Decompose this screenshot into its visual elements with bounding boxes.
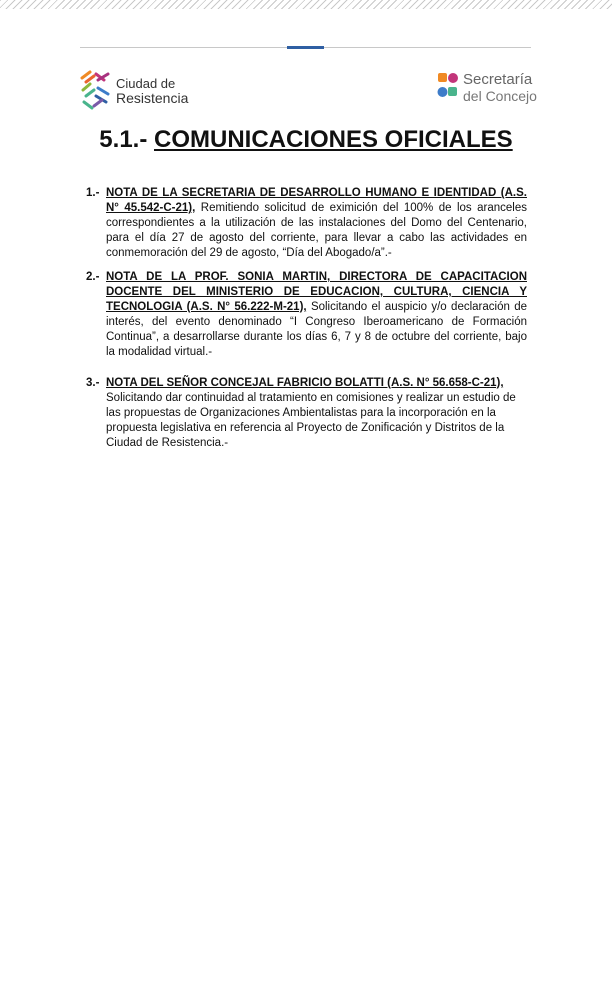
- resistencia-emblem-icon: [80, 70, 112, 112]
- logo-left-line1: Ciudad de: [116, 76, 176, 91]
- list-item: [86, 186, 527, 261]
- logo-left-line2: Resistencia: [116, 90, 189, 106]
- item-number: 1.-: [86, 187, 100, 199]
- list-item: [86, 270, 527, 360]
- secretaria-emblem-icon: [437, 72, 459, 104]
- secretaria-del-concejo-logo: [437, 72, 537, 112]
- item-reference: NOTA DEL SEÑOR CONCEJAL FABRICIO BOLATTI (A.S. N° 56.658-C-21),: [106, 377, 504, 389]
- logo-right-line1: Secretaría: [463, 71, 533, 88]
- ciudad-de-resistencia-logo: [80, 70, 200, 114]
- list-item: [86, 376, 522, 451]
- item-number: 2.-: [86, 271, 100, 283]
- top-hatch-border: [0, 0, 612, 9]
- section-number: 5.1.-: [99, 126, 148, 153]
- item-reference: NOTA DE LA PROF. SONIA MARTIN, DIRECTORA DE CAPACITACION DOCENTE DEL MINISTERIO DE EDUCACION, CULTURA, CIENCIA Y TECNOLOGIA (A.S. N° 56.222-M-21),: [106, 271, 527, 313]
- item-text: Remitiendo solicitud de eximición del 100% de los aranceles correspondientes a la utilización de las instalaciones del Domo del Centenario, para el día 27 de agosto del corriente, para llevar a cabo las actividades en conmemoración del 29 de agosto, “Día del Abogado/a”.-: [106, 202, 527, 259]
- item-reference: NOTA DE LA SECRETARIA DE DESARROLLO HUMANO E IDENTIDAD (A.S. N° 45.542-C-21),: [106, 187, 527, 214]
- item-number: 3.-: [86, 377, 100, 389]
- section-heading: [0, 126, 612, 154]
- logo-right-line2: del Concejo: [463, 88, 537, 104]
- header-rule-accent: [287, 46, 324, 49]
- item-text: Solicitando dar continuidad al tratamiento en comisiones y realizar un estudio de las propuestas de Organizaciones Ambientalistas para la incorporación en la propuesta legislativa en referencia al Proyecto de Zonificación y Distritos de la Ciudad de Resistencia.-: [106, 392, 516, 449]
- section-title: COMUNICACIONES OFICIALES: [154, 126, 513, 153]
- item-text: Solicitando el auspicio y/o declaración de interés, del evento denominado “I Congreso Iberoamericano de Formación Continua”, a desarrollarse durante los días 6, 7 y 8 de octubre del corriente, bajo la modalidad virtual.-: [106, 301, 527, 358]
